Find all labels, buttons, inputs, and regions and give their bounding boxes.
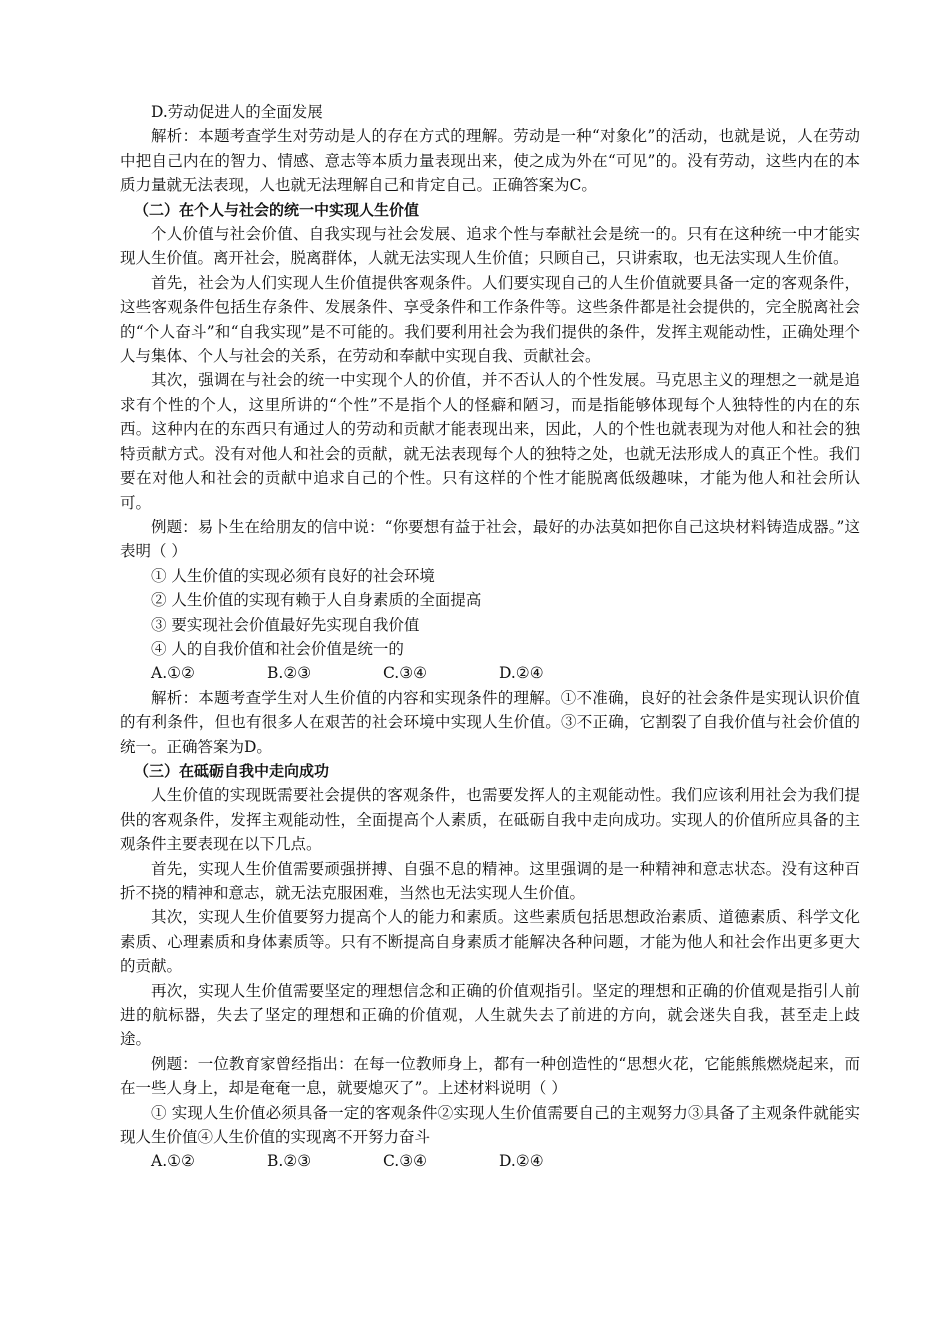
answer-choices-1 bbox=[120, 661, 860, 685]
example-question-2: 例题：一位教育家曾经指出：在每一位教师身上，都有一种创造性的“思想火花，它能熊熊燃烧起来，而在一些人身上，却是奄奄一息，就要熄灭了”。上述材料说明（ ） bbox=[120, 1054, 860, 1098]
choice-a: A.①② bbox=[151, 1152, 195, 1171]
body-paragraph: 人生价值的实现既需要社会提供的客观条件，也需要发挥人的主观能动性。我们应该利用社会为我们提供的客观条件，发挥主观能动性，全面提高个人素质，在砥砺自我中走向成功。实现人的价值所应具备的主观条件主要表现在以下几点。 bbox=[120, 786, 860, 854]
option-d-line: D.劳动促进人的全面发展 bbox=[151, 103, 323, 121]
body-paragraph: 再次，实现人生价值需要坚定的理想信念和正确的价值观指引。坚定的理想和正确的价值观是指引人前进的航标器，失去了坚定的理想和正确的价值观，人生就失去了前进的方向，就会迷失自我，甚至走上歧途。 bbox=[120, 981, 860, 1049]
choice-b: B.②③ bbox=[267, 664, 312, 683]
body-paragraph: 其次，强调在与社会的统一中实现个人的价值，并不否认人的个性发展。马克思主义的理想之一就是追求有个性的个人，这里所讲的“个性”不是指个人的怪癖和陋习，而是指能够体现每个人独特性的内在的东西。这种内在的东西只有通过人的劳动和贡献才能表现出来，因此，人的个性也就表现为对他人和社会的独特贡献方式。没有对他人和社会的贡献，就无法表现每个人的独特之处，也就无法形成人的真正个性。我们要在对他人和社会的贡献中追求自己的个性。只有这样的个性才能脱离低级趣味，才能为他人和社会所认可。 bbox=[120, 371, 860, 512]
analysis-paragraph-2: 解析：本题考查学生对人生价值的内容和实现条件的理解。①不准确，良好的社会条件是实现认识价值的有利条件，但也有很多人在艰苦的社会环境中实现人生价值。③不正确，它割裂了自我价值与社会价值的统一。正确答案为D。 bbox=[120, 688, 860, 756]
choice-b: B.②③ bbox=[267, 1152, 312, 1171]
choice-d: D.②④ bbox=[499, 664, 544, 683]
choice-a: A.①② bbox=[151, 664, 195, 683]
analysis-paragraph-1: 解析：本题考查学生对劳动是人的存在方式的理解。劳动是一种“对象化”的活动，也就是说，人在劳动中把自己内在的智力、情感、意志等本质力量表现出来，使之成为外在“可见”的。没有劳动，这些内在的本质力量就无法表现，人也就无法理解自己和肯定自己。正确答案为C。 bbox=[120, 127, 860, 195]
statements-combined: ① 实现人生价值必须具备一定的客观条件②实现人生价值需要自己的主观努力③具备了主观条件就能实现人生价值④人生价值的实现离不开努力奋斗 bbox=[120, 1103, 860, 1147]
statement-3: ③ 要实现社会价值最好先实现自我价值 bbox=[151, 615, 420, 634]
body-paragraph: 个人价值与社会价值、自我实现与社会发展、追求个性与奉献社会是统一的。只有在这种统一中才能实现人生价值。离开社会，脱离群体，人就无法实现人生价值；只顾自己，只讲索取，也无法实现人生价值。 bbox=[120, 225, 860, 268]
body-paragraph: 其次，实现人生价值要努力提高个人的能力和素质。这些素质包括思想政治素质、道德素质、科学文化素质、心理素质和身体素质等。只有不断提高自身素质才能解决各种问题，才能为他人和社会作出更多更大的贡献。 bbox=[120, 908, 860, 976]
document-page bbox=[120, 100, 860, 1174]
answer-choices-2 bbox=[120, 1149, 860, 1173]
body-paragraph: 首先，社会为人们实现人生价值提供客观条件。人们要实现自己的人生价值就要具备一定的客观条件，这些客观条件包括生存条件、发展条件、享受条件和工作条件等。这些条件都是社会提供的，完全脱离社会的“个人奋斗”和“自我实现”是不可能的。我们要利用社会为我们提供的条件，发挥主观能动性，正确处理个人与集体、个人与社会的关系，在劳动和奉献中实现自我、贡献社会。 bbox=[120, 273, 860, 366]
example-question-1: 例题：易卜生在给朋友的信中说：“你要想有益于社会，最好的办法莫如把你自己这块材料铸造成器。”这表明（ ） bbox=[120, 517, 860, 561]
statement-4: ④ 人的自我价值和社会价值是统一的 bbox=[151, 639, 404, 658]
statement-2: ② 人生价值的实现有赖于人自身素质的全面提高 bbox=[151, 591, 482, 610]
section-heading-2: （二）在个人与社会的统一中实现人生价值 bbox=[134, 200, 420, 219]
statement-1: ① 人生价值的实现必须有良好的社会环境 bbox=[151, 566, 435, 585]
choice-d: D.②④ bbox=[499, 1152, 544, 1171]
section-heading-3: （三）在砥砺自我中走向成功 bbox=[134, 761, 330, 780]
choice-c: C.③④ bbox=[383, 664, 428, 683]
choice-c: C.③④ bbox=[383, 1152, 428, 1171]
body-paragraph: 首先，实现人生价值需要顽强拼搏、自强不息的精神。这里强调的是一种精神和意志状态。没有这种百折不挠的精神和意志，就无法克服困难，当然也无法实现人生价值。 bbox=[120, 859, 860, 902]
